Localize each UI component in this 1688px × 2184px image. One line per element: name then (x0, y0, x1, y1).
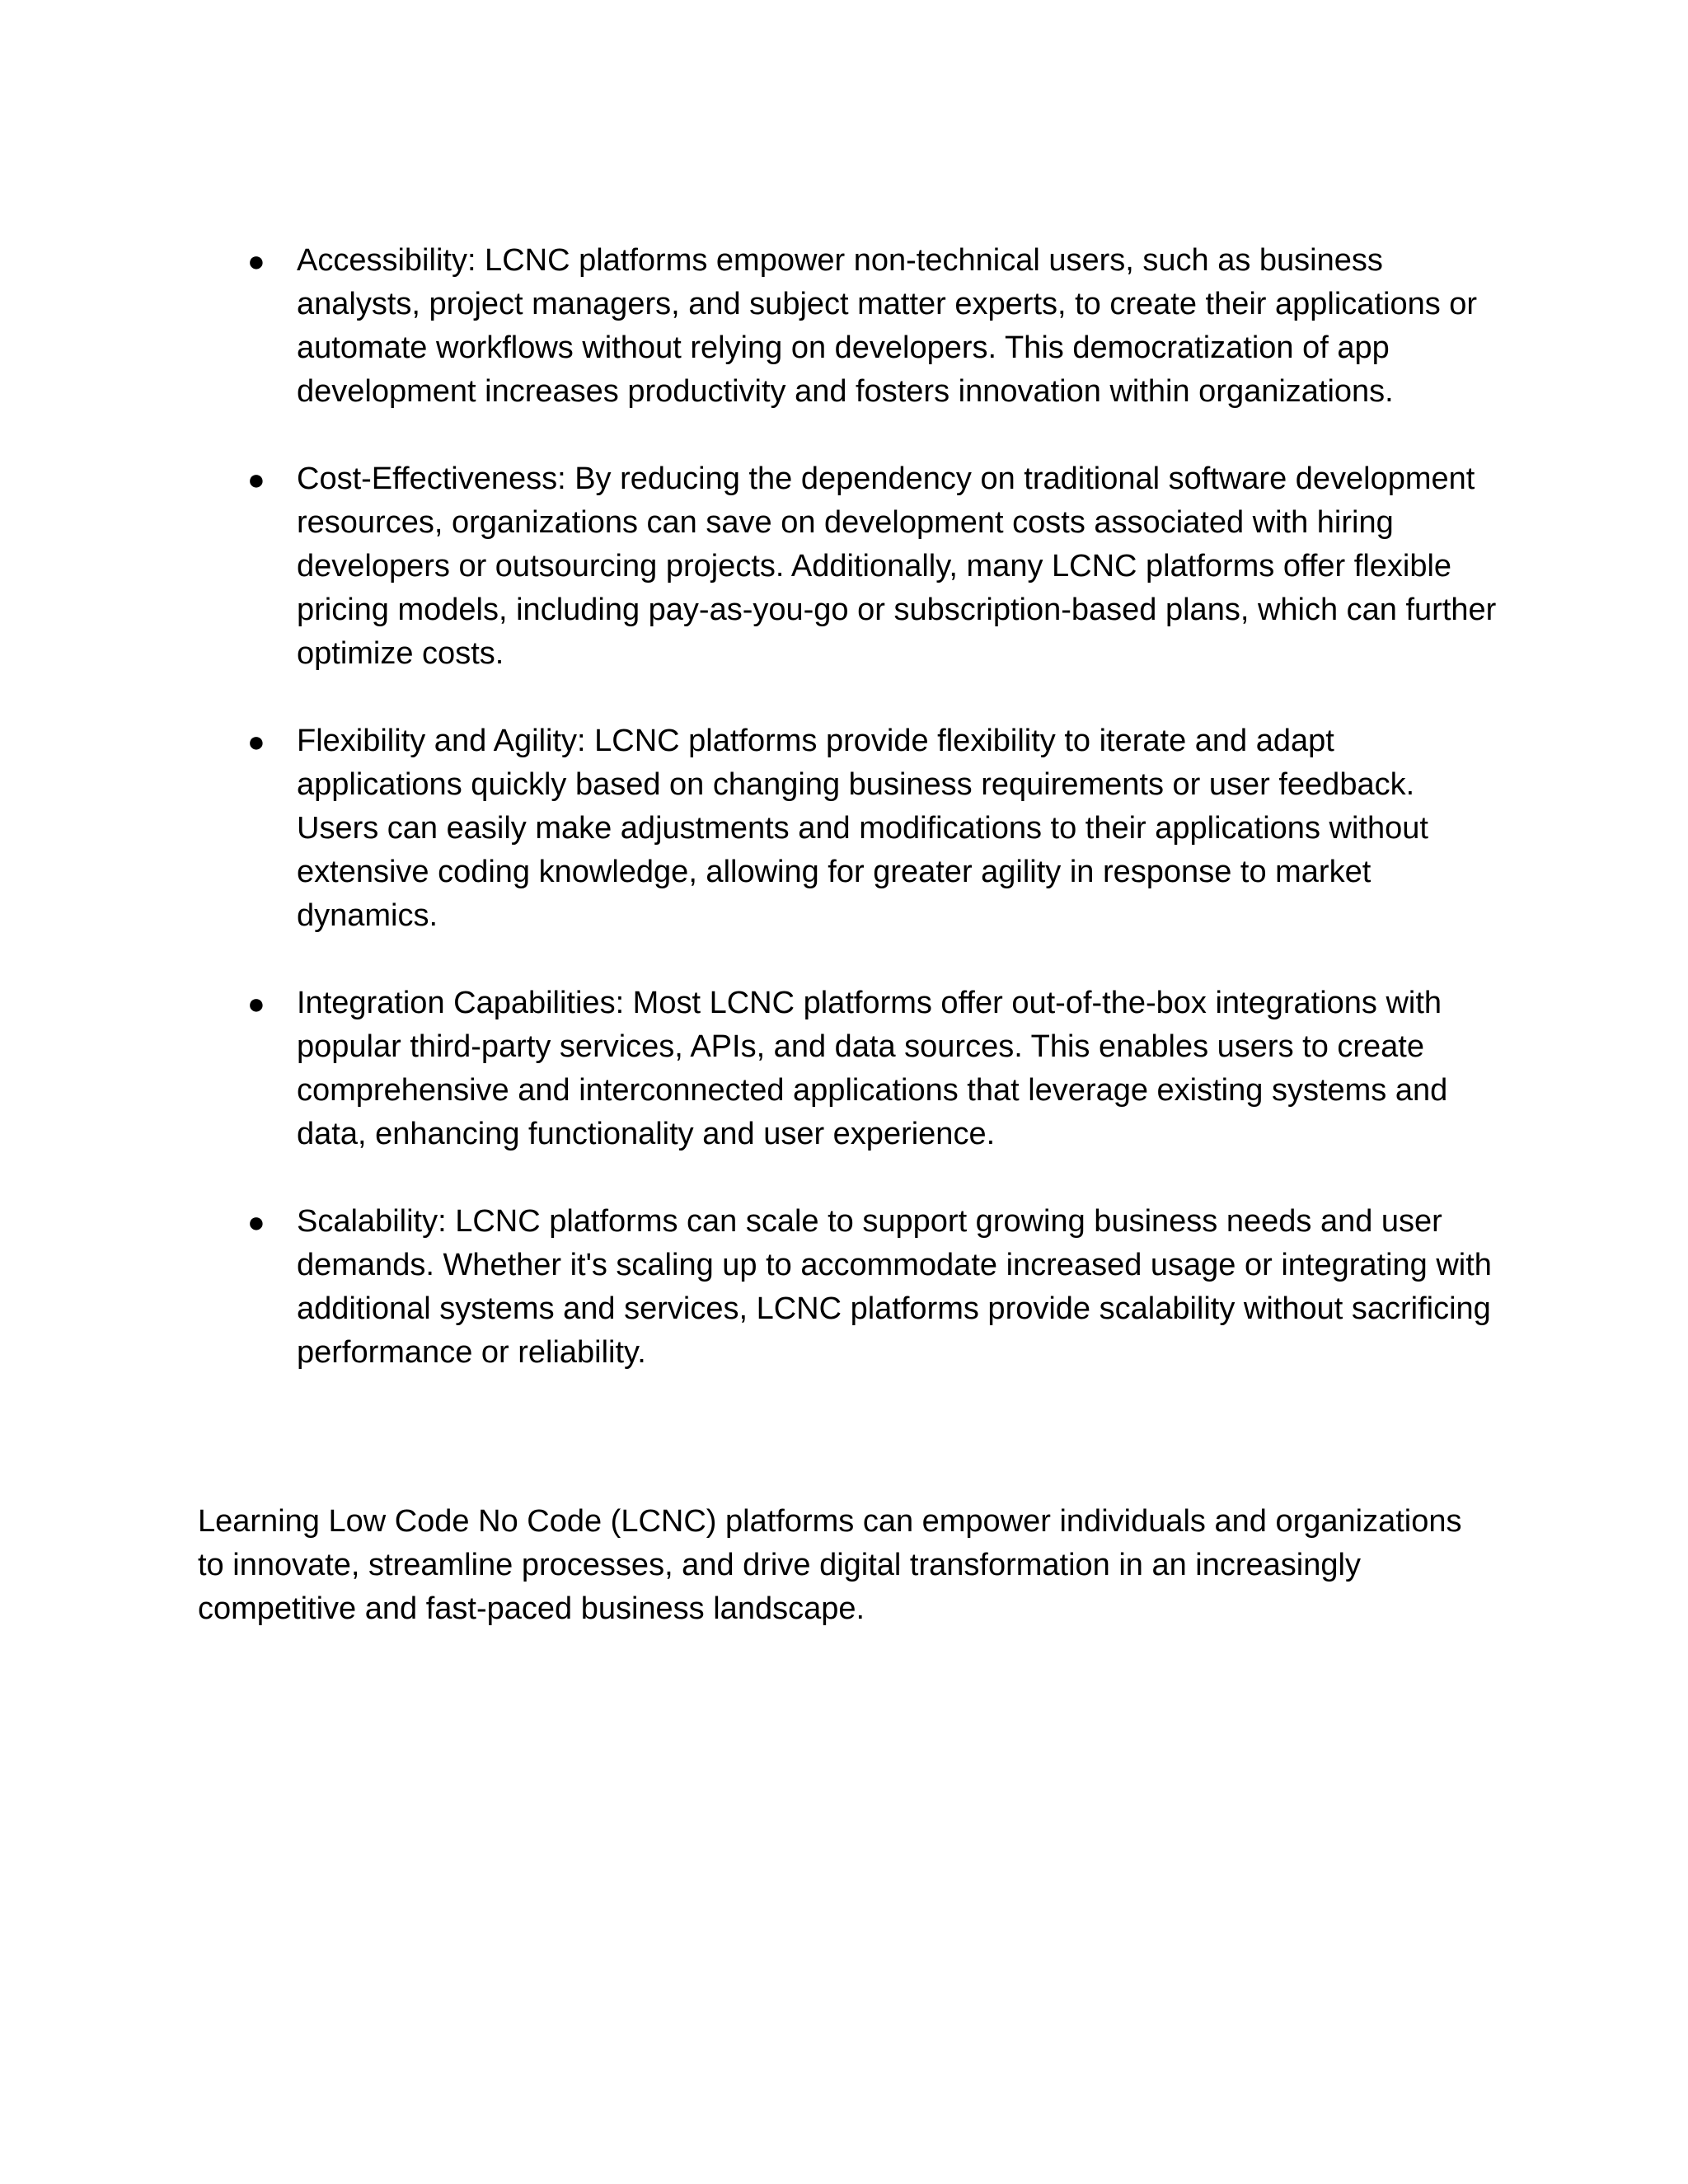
bullet-marker: ● (247, 244, 265, 278)
bullet-marker: ● (247, 1205, 265, 1239)
bullet-marker: ● (247, 987, 265, 1020)
bullet-item-integration-capabilities (247, 982, 1500, 1156)
bullet-marker: ● (247, 724, 265, 758)
closing-paragraph: Learning Low Code No Code (LCNC) platforms can empower individuals and organizations to innovate, streamline processes, and drive digital transformation in an increasingly competitive and fast-paced business landscape. (198, 1504, 1462, 1626)
bullet-marker: ● (247, 462, 265, 496)
bullet-text: Flexibility and Agility: LCNC platforms provide flexibility to iterate and adapt applications quickly based on changing business requirements or user feedback. Users can easily make adjustments and modifications to their applications without extensive coding knowledge, allowing for greater agility in response to market dynamics. (297, 724, 1428, 933)
bullet-text: Scalability: LCNC platforms can scale to support growing business needs and user demands. Whether it's scaling up to accommodate increased usage or integrating with additional systems and services, LCNC platforms provide scalability without sacrificing performance or reliability. (297, 1204, 1492, 1370)
bullet-item-flexibility-agility (247, 719, 1500, 938)
benefits-bullet-list (247, 239, 1500, 1418)
bullet-text: Accessibility: LCNC platforms empower non-technical users, such as business analysts, project managers, and subject matter experts, to create their applications or automate workflows without relying on developers. This democratization of app development increases productivity and fosters innovation within organizations. (297, 243, 1478, 409)
bullet-text: Cost-Effectiveness: By reducing the dependency on traditional software development resources, organizations can save on development costs associated with hiring developers or outsourcing projects. Additionally, many LCNC platforms offer flexible pricing models, including pay-as-you-go or subscription-based plans, which can further optimize costs. (297, 462, 1497, 671)
bullet-item-scalability (247, 1200, 1500, 1375)
bullet-text: Integration Capabilities: Most LCNC platforms offer out-of-the-box integrations with popular third-party services, APIs, and data sources. This enables users to create comprehensive and interconnected applications that leverage existing systems and data, enhancing functionality and user experience. (297, 986, 1448, 1151)
bullet-item-cost-effectiveness (247, 457, 1500, 676)
bullet-item-accessibility (247, 239, 1500, 414)
